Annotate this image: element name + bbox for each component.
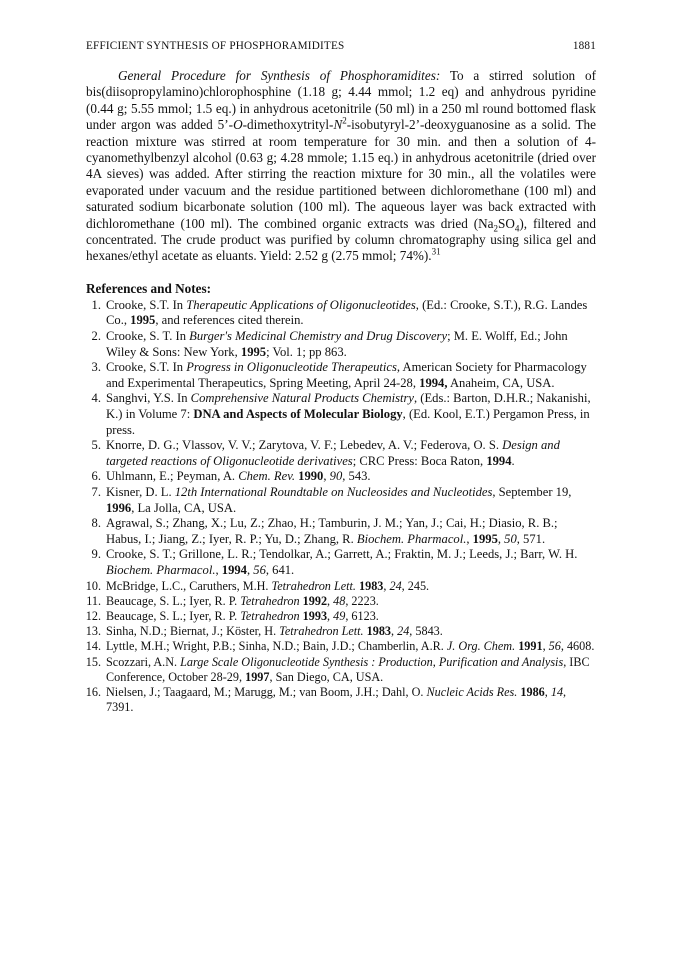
reference-number: 2. bbox=[91, 329, 101, 344]
reference-pages: , 7391. bbox=[106, 684, 567, 715]
reference-source: Tetrahedron Lett. bbox=[279, 624, 364, 639]
reference-text: , bbox=[542, 639, 549, 654]
reference-source: Therapeutic Applications of Oligonucleotides bbox=[186, 297, 416, 312]
reference-number: 4. bbox=[91, 391, 101, 406]
reference-authors: Agrawal, S.; Zhang, X.; Lu, Z.; Zhao, H.; Tamburin, J. M.; Yan, J.; Cai, H.; Diasio, R. B.; Habus, I.; Jiang, Z.; Iyer, R. P.; Yu, D.; Zhang, R. bbox=[106, 516, 558, 546]
reference-number: 15. bbox=[85, 654, 101, 669]
reference-text: . bbox=[511, 453, 515, 468]
reference-pages: , 543. bbox=[342, 469, 371, 484]
reference-text: , bbox=[327, 593, 334, 608]
reference-text: , bbox=[327, 608, 334, 623]
reference-authors: Uhlmann, E.; Peyman, A. bbox=[106, 469, 239, 484]
reference-text: , bbox=[544, 684, 551, 699]
reference-volume: 56 bbox=[253, 562, 266, 577]
reference-volume: 90 bbox=[329, 469, 343, 484]
reference-volume: 24 bbox=[397, 624, 410, 639]
reference-year: 1992 bbox=[302, 593, 328, 608]
reference-number: 6. bbox=[91, 469, 101, 484]
reference-source: Tetrahedron bbox=[240, 593, 300, 608]
reference-source: 12th International Roundtable on Nucleosides and Nucleotides bbox=[174, 485, 493, 499]
reference-item bbox=[86, 624, 596, 639]
reference-text: , La Jolla, CA, USA. bbox=[131, 500, 237, 515]
reference-volume: 50 bbox=[504, 531, 517, 546]
reference-year: 1986 bbox=[520, 684, 545, 699]
reference-authors: McBridge, L.C., Caruthers, M.H. bbox=[106, 578, 272, 593]
reference-source: Nucleic Acids Res. bbox=[426, 684, 518, 699]
reference-year: 1994 bbox=[486, 453, 512, 468]
reference-item bbox=[86, 298, 596, 329]
reference-item bbox=[86, 639, 596, 654]
reference-source: Burger's Medicinal Chemistry and Drug Discovery bbox=[189, 329, 448, 344]
reference-authors: Beaucage, S. L.; Iyer, R. P. bbox=[106, 608, 241, 623]
reference-text: , bbox=[466, 531, 473, 546]
reference-number: 8. bbox=[91, 516, 101, 531]
reference-volume: 24 bbox=[389, 578, 402, 593]
reference-year: 1990 bbox=[298, 469, 324, 484]
reference-number: 9. bbox=[91, 547, 101, 562]
reference-pages: , 2223. bbox=[345, 593, 379, 608]
reference-number: 11. bbox=[86, 593, 101, 608]
procedure-paragraph: General Procedure for Synthesis of Phosphoramidites: To a stirred solution of bis(diisopropylamino)chlorophosphine (1.18 g; 4.44 mmol; 1.2 eq) and anhydrous pyridine (0.44 g; 5.55 mmol; 1.5 eq.) in anhydrous acetonitrile (50 ml) in a 250 ml round bottomed flask under argon was added $5’-O-dimethoxytrityl-N^2-isobutyryl-2$’-deoxyguanosine as a solid. The reaction mixture was stirred at room temperature for 30 min. and then a solution of 4-cyanomethylbenzyl alcohol (0.63 g; 4.28 mmole; 1.15 eq.) in anhydrous acetonitrile (dried over 4A sieves) was added. After stirring the reaction mixture for 30 min., all the volatiles were evaporated under vacuum and the residue partitioned between dichloromethane (100 ml) and saturated sodium bicarbonate solution (100 ml). The aqueous layer was back extracted with dichloromethane (100 ml). The combined organic extracts was dried $(Na_2SO_4)$, filtered and concentrated. The crude product was purified by column chromatography using silica gel and hexanes/ethyl acetate as eluants. Yield: 2.52 g (2.75 mmol; 74%).$^{31}$ bbox=[86, 68, 596, 264]
reference-text: , San Diego, CA, USA. bbox=[269, 669, 384, 684]
reference-item bbox=[86, 360, 596, 391]
reference-item bbox=[86, 438, 596, 469]
reference-pages: , 6123. bbox=[345, 608, 379, 623]
reference-item bbox=[86, 594, 596, 609]
reference-volume: 56 bbox=[548, 639, 561, 654]
reference-authors: Crooke, S. T.; Grillone, L. R.; Tendolkar, A.; Garrett, A.; Fraktin, M. J.; Leeds, J.; Barr, W. H. bbox=[106, 547, 578, 562]
reference-year: 1997 bbox=[245, 669, 270, 684]
citation-superscript: 31 bbox=[431, 247, 441, 258]
reference-item bbox=[86, 391, 596, 438]
reference-item bbox=[86, 329, 596, 360]
reference-source: J. Org. Chem. bbox=[446, 639, 516, 654]
page-number: 1881 bbox=[572, 40, 596, 52]
reference-source: Tetrahedron bbox=[240, 608, 300, 623]
reference-text: Anaheim, CA, USA. bbox=[447, 375, 555, 390]
reference-number: 1. bbox=[91, 297, 101, 312]
reference-text: , bbox=[383, 578, 390, 593]
reference-text: , (Ed. Kool, E.T.) Pergamon Press, in press. bbox=[106, 407, 590, 437]
reference-year: 1995 bbox=[472, 531, 498, 546]
reference-pages: , 4608. bbox=[560, 639, 595, 654]
reference-authors: Kisner, D. L. bbox=[106, 485, 175, 499]
reference-year: 1995 bbox=[240, 344, 267, 359]
reference-source: Chem. Rev. bbox=[238, 469, 295, 484]
reference-source: Tetrahedron Lett. bbox=[271, 578, 356, 593]
reference-text: , bbox=[497, 531, 505, 546]
reference-number: 7. bbox=[91, 485, 101, 499]
reference-year: 1996 bbox=[106, 500, 132, 515]
reference-volume: 49 bbox=[333, 608, 346, 623]
reference-list bbox=[86, 298, 596, 716]
reference-authors: Sinha, N.D.; Biernat, J.; Köster, H. bbox=[106, 624, 280, 639]
reference-text: ; Vol. 1; pp 863. bbox=[266, 344, 347, 359]
reference-pages: , 5843. bbox=[409, 624, 443, 639]
reference-text: , IBC Conference, October 28-29, bbox=[106, 654, 590, 684]
reference-authors: Crooke, S.T. In bbox=[106, 297, 187, 312]
reference-item bbox=[86, 655, 596, 685]
reference-pages: , 245. bbox=[401, 578, 430, 593]
reference-text: , (Eds.: Barton, D.H.R.; Nakanishi, K.) in Volume 7: bbox=[106, 391, 591, 422]
reference-year: 1983 bbox=[359, 578, 384, 593]
reference-text: , bbox=[323, 469, 330, 484]
reference-text: ; M. E. Wolff, Ed.; John Wiley & Sons: New York, bbox=[106, 329, 568, 359]
reference-source: Comprehensive Natural Products Chemistry bbox=[190, 391, 414, 406]
procedure-heading: General Procedure for Synthesis of Phosphoramidites: bbox=[118, 68, 441, 83]
reference-authors: Scozzari, A.N. bbox=[106, 654, 181, 669]
reference-authors: Beaucage, S. L.; Iyer, R. P. bbox=[106, 593, 241, 608]
page bbox=[86, 40, 596, 715]
reference-number: 14. bbox=[85, 639, 101, 654]
reference-volume: 14 bbox=[550, 684, 564, 699]
reference-text: , (Ed.: Crooke, S.T.), R.G. Landes Co., bbox=[106, 297, 588, 328]
reference-year: 1994 bbox=[221, 562, 247, 577]
reference-authors: Knorre, D. G.; Vlassov, V. V.; Zarytova, V. F.; Lebedev, A. V.; Federova, O. S. bbox=[106, 438, 503, 453]
reference-text: , and references cited therein. bbox=[155, 313, 304, 328]
reference-item bbox=[86, 485, 596, 516]
reference-source: Biochem. Pharmacol. bbox=[356, 531, 467, 546]
reference-year: 1991 bbox=[518, 639, 543, 654]
reference-authors: Nielsen, J.; Taagaard, M.; Marugg, M.; van Boom, J.H.; Dahl, O. bbox=[106, 684, 427, 699]
reference-item bbox=[86, 579, 596, 594]
reference-number: 5. bbox=[91, 438, 101, 453]
reference-authors: Sanghvi, Y.S. In bbox=[106, 391, 191, 406]
reference-source: Design and targeted reactions of Oligonucleotide derivatives bbox=[106, 438, 560, 468]
reference-number: 3. bbox=[91, 360, 101, 375]
reference-source: Progress in Oligonucleotide Therapeutics bbox=[186, 360, 397, 375]
reference-volume: 48 bbox=[333, 593, 346, 608]
reference-text: , September 19, bbox=[492, 485, 572, 499]
reference-number: 10. bbox=[85, 578, 101, 593]
running-header bbox=[86, 40, 596, 52]
reference-year: 1994, bbox=[419, 375, 448, 390]
reference-item bbox=[86, 469, 596, 485]
reference-text: , bbox=[391, 624, 398, 639]
reference-year: 1995 bbox=[130, 313, 156, 328]
reference-number: 12. bbox=[85, 608, 101, 623]
reference-number: 13. bbox=[85, 624, 101, 639]
reference-year: 1993 bbox=[302, 608, 328, 623]
reference-text: , bbox=[246, 562, 254, 577]
reference-item bbox=[86, 547, 596, 578]
reference-authors: Lyttle, M.H.; Wright, P.B.; Sinha, N.D.; Bain, J.D.; Chamberlin, A.R. bbox=[106, 639, 447, 654]
reference-source: Biochem. Pharmacol. bbox=[106, 562, 216, 577]
reference-pages: , 571. bbox=[516, 531, 546, 546]
reference-year: DNA and Aspects of Molecular Biology bbox=[193, 407, 403, 422]
references-heading: References and Notes: bbox=[86, 280, 212, 296]
reference-text: , American Society for Pharmacology and Experimental Therapeutics, Spring Meeting, April 24-28, bbox=[106, 360, 587, 390]
reference-year: 1983 bbox=[366, 624, 392, 639]
reference-item bbox=[86, 516, 596, 547]
reference-number: 16. bbox=[85, 684, 101, 699]
reference-authors: Crooke, S.T. In bbox=[106, 360, 187, 375]
reference-item bbox=[86, 685, 596, 715]
reference-item bbox=[86, 609, 596, 624]
running-title: EFFICIENT SYNTHESIS OF PHOSPHORAMIDITES bbox=[86, 40, 345, 52]
reference-pages: , 641. bbox=[265, 562, 295, 577]
reference-authors: Crooke, S. T. In bbox=[106, 329, 190, 344]
reference-source: Large Scale Oligonucleotide Synthesis : Production, Purification and Analysis bbox=[180, 654, 564, 669]
reference-text: , bbox=[215, 562, 222, 577]
reference-text: ; CRC Press: Boca Raton, bbox=[352, 453, 487, 468]
